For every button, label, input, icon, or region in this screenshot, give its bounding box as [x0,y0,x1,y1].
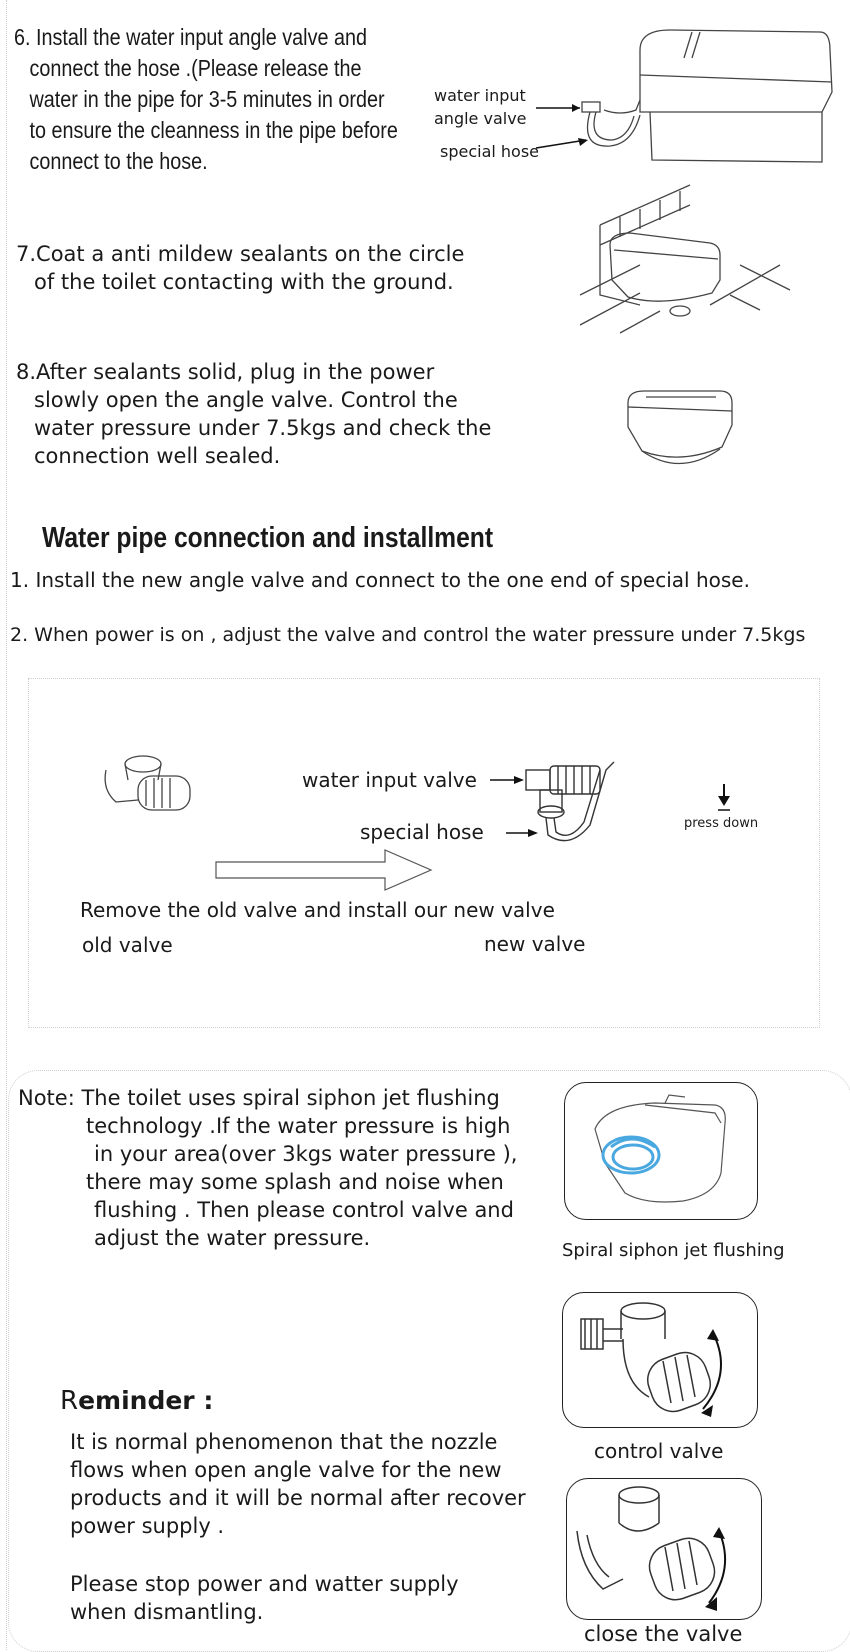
page-guide-line [6,0,7,1650]
section-item-1: 1. Install the new angle valve and connect to the one end of special hose. [10,568,750,592]
control-valve-figure [562,1292,758,1428]
step7-text: 7.Coat a anti mildew sealants on the circle of the toilet contacting with the ground. [16,242,465,294]
caption-close-valve: close the valve [584,1622,743,1646]
toilet-sealant-illustration [580,185,800,355]
direction-arrow [215,848,435,892]
reminder-title [60,1386,213,1416]
new-valve-illustration [490,740,660,860]
label-water-input: water input [434,86,526,105]
label-water-input-valve: water input valve [302,768,477,792]
note-text: Note: The toilet uses spiral siphon jet flushing technology .If the water pressure is high in your area(over 3kgs water pressure ), there may some splash and noise when flushing . Then please control valve and adjust the water pressure. [18,1086,518,1250]
reminder-paragraph-1: It is normal phenomenon that the nozzle flows when open angle valve for the new products and it will be normal after recover power supply . [70,1430,526,1538]
reminder-title-initial: R [60,1386,79,1416]
label-special-hose-diagram: special hose [360,820,484,844]
step8-text: 8.After sealants solid, plug in the power slowly open the angle valve. Control the water pressure under 7.5kgs and check the connection well sealed. [16,360,492,468]
label-old-valve: old valve [82,933,173,957]
section-title: Water pipe connection and installment [42,522,494,554]
caption-spiral-siphon: Spiral siphon jet flushing [562,1240,785,1261]
remove-instruction: Remove the old valve and install our new valve [80,898,555,922]
section-item-2: 2. When power is on , adjust the valve and control the water pressure under 7.5kgs [10,624,806,646]
toilet-illustration-step6 [540,20,840,170]
label-angle-valve: angle valve [434,109,527,128]
label-press-down: press down [684,816,759,831]
press-down-arrow [716,784,732,814]
reminder-title-rest: eminder : [78,1386,214,1415]
reminder-paragraph-2: Please stop power and watter supply when dismantling. [70,1572,459,1624]
caption-control-valve: control valve [594,1439,724,1463]
label-new-valve: new valve [484,932,586,956]
spiral-siphon-figure [564,1082,758,1220]
label-special-hose: special hose [440,142,540,161]
toilet-power-illustration [620,385,740,485]
close-valve-figure [566,1478,762,1620]
old-valve-illustration [98,750,198,820]
step6-text: 6. Install the water input angle valve and connect the hose .(Please release the water in the pipe for 3-5 minutes in order to ensure the cleanness in the pipe before connect to the hose. [14,24,398,174]
